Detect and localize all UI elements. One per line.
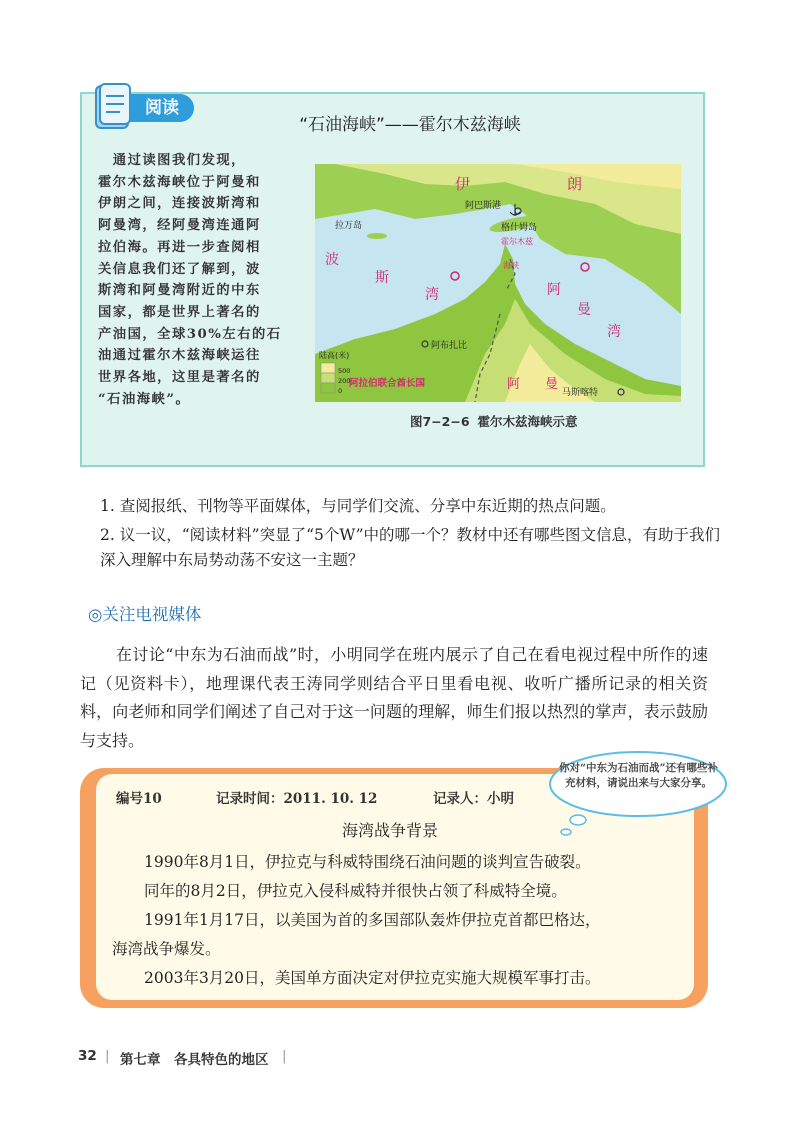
map-label-gulf: 斯 <box>375 270 389 286</box>
reading-line: 油通过霍尔木兹海峡运往 <box>98 348 261 364</box>
record-line: 海湾战争爆发。 <box>112 940 221 958</box>
map-legend-value: 0 <box>338 387 343 395</box>
section-title: ◎关注电视媒体 <box>88 605 202 624</box>
record-title: 海湾战争背景 <box>341 821 438 840</box>
question-1: 1. 查阅报纸、刊物等平面媒体，与同学们交流、分享中东近期的热点问题。 <box>100 497 616 515</box>
map-label-oman: 曼 <box>545 377 559 392</box>
section-paragraph: 在讨论“中东为石油而战”时，小明同学在班内展示了自己在看电视过程中所作的速记（见资料卡），地理课代表王涛同学则结合平日里看电视、收听广播所记录的相关资料，向老师和同学们阐述了自己对于这一问题的理解，师生们报以热烈的掌声，表示鼓励与支持。 <box>80 645 708 750</box>
map-legend-swatch <box>321 373 335 383</box>
thought-bubble-text: 你对“中东为石油而战”还有哪些补充材料，请说出来与大家分享。 <box>558 762 719 789</box>
map-label-strait: 霍尔木兹 <box>501 237 533 246</box>
reading-line: 斯湾和阿曼湾附近的中东 <box>98 283 261 299</box>
record-line: 1991年1月17日，以美国为首的多国部队轰炸伊拉克首都巴格达， <box>144 911 601 929</box>
reading-text <box>98 150 300 410</box>
map-label-strait: 海峡 <box>503 261 519 270</box>
map-legend-swatch <box>321 383 335 393</box>
reading-line: 伊朗之间，连接波斯湾和 <box>98 196 261 212</box>
map-label-city: 马斯喀特 <box>562 388 599 398</box>
map-label-iran: 伊 <box>455 175 471 193</box>
map-label-gulf: 湾 <box>607 324 621 340</box>
reading-line: “石油海峡”。 <box>98 391 191 407</box>
record-time: 记录时间：2011. 10. 12 <box>216 791 378 807</box>
map-label-gulf: 湾 <box>425 287 439 303</box>
map-label-iran: 朗 <box>567 175 583 193</box>
map-lavan-island <box>367 233 387 239</box>
map-label-gulf: 曼 <box>577 302 591 318</box>
record-recorder: 记录人：小明 <box>433 791 514 807</box>
reading-line: 拉伯海。再进一步查阅相 <box>98 239 261 255</box>
map-caption-text: 霍尔木兹海峡示意 <box>477 414 578 429</box>
map-caption-number: 图7−2−6 <box>410 414 470 429</box>
record-line: 1990年8月1日，伊拉克与科威特围绕石油问题的谈判宣告破裂。 <box>144 853 591 871</box>
map-label-uae: 阿拉伯联合酋长国 <box>349 378 426 389</box>
map-legend-value: 500 <box>338 367 351 375</box>
map-label-island: 格什姆岛 <box>501 223 538 233</box>
reading-line: 阿曼湾，经阿曼湾连通阿 <box>98 218 261 234</box>
reading-line: 国家，都是世界上著名的 <box>98 304 261 320</box>
reading-line: 世界各地，这里是著名的 <box>98 370 261 386</box>
record-number: 编号10 <box>116 791 162 807</box>
map-caption <box>410 412 578 430</box>
map-label-city: 阿巴斯港 <box>465 201 502 211</box>
question-2: 2. 议一议，“阅读材料”突显了“5个W”中的哪一个？教材中还有哪些图文信息，有助于我们深入理解中东局势动荡不安这一主题？ <box>100 526 720 569</box>
map-label-city: 阿布扎比 <box>431 341 468 351</box>
reading-line: 关信息我们还了解到，波 <box>98 261 261 277</box>
strait-of-hormuz-map <box>315 164 681 402</box>
map-legend-title: 陆高(米) <box>319 351 350 360</box>
map-label-island: 拉万岛 <box>335 221 363 231</box>
footer-divider: | <box>282 1048 287 1064</box>
map-label-gulf: 阿 <box>547 282 561 298</box>
reading-title: “石油海峡”——霍尔木兹海峡 <box>299 115 521 135</box>
map-legend-value: 200 <box>338 377 351 385</box>
reading-line: 产油国，全球30%左右的石 <box>98 326 282 342</box>
reading-line: 霍尔木兹海峡位于阿曼和 <box>98 174 261 190</box>
record-line: 2003年3月20日，美国单方面决定对伊拉克实施大规模军事打击。 <box>144 969 601 987</box>
map-label-gulf: 波 <box>325 252 339 268</box>
page-number: 32 <box>78 1048 97 1064</box>
map-legend-swatch <box>321 363 335 373</box>
footer-divider: | <box>105 1048 110 1064</box>
reading-tab-label: 阅读 <box>130 94 194 122</box>
map-label-oman: 阿 <box>507 377 521 392</box>
chapter-title: 第七章 各具特色的地区 <box>120 1052 269 1068</box>
record-line: 同年的8月2日，伊拉克入侵科威特并很快占领了科威特全境。 <box>144 882 567 900</box>
reading-line: 通过读图我们发现， <box>98 153 246 168</box>
